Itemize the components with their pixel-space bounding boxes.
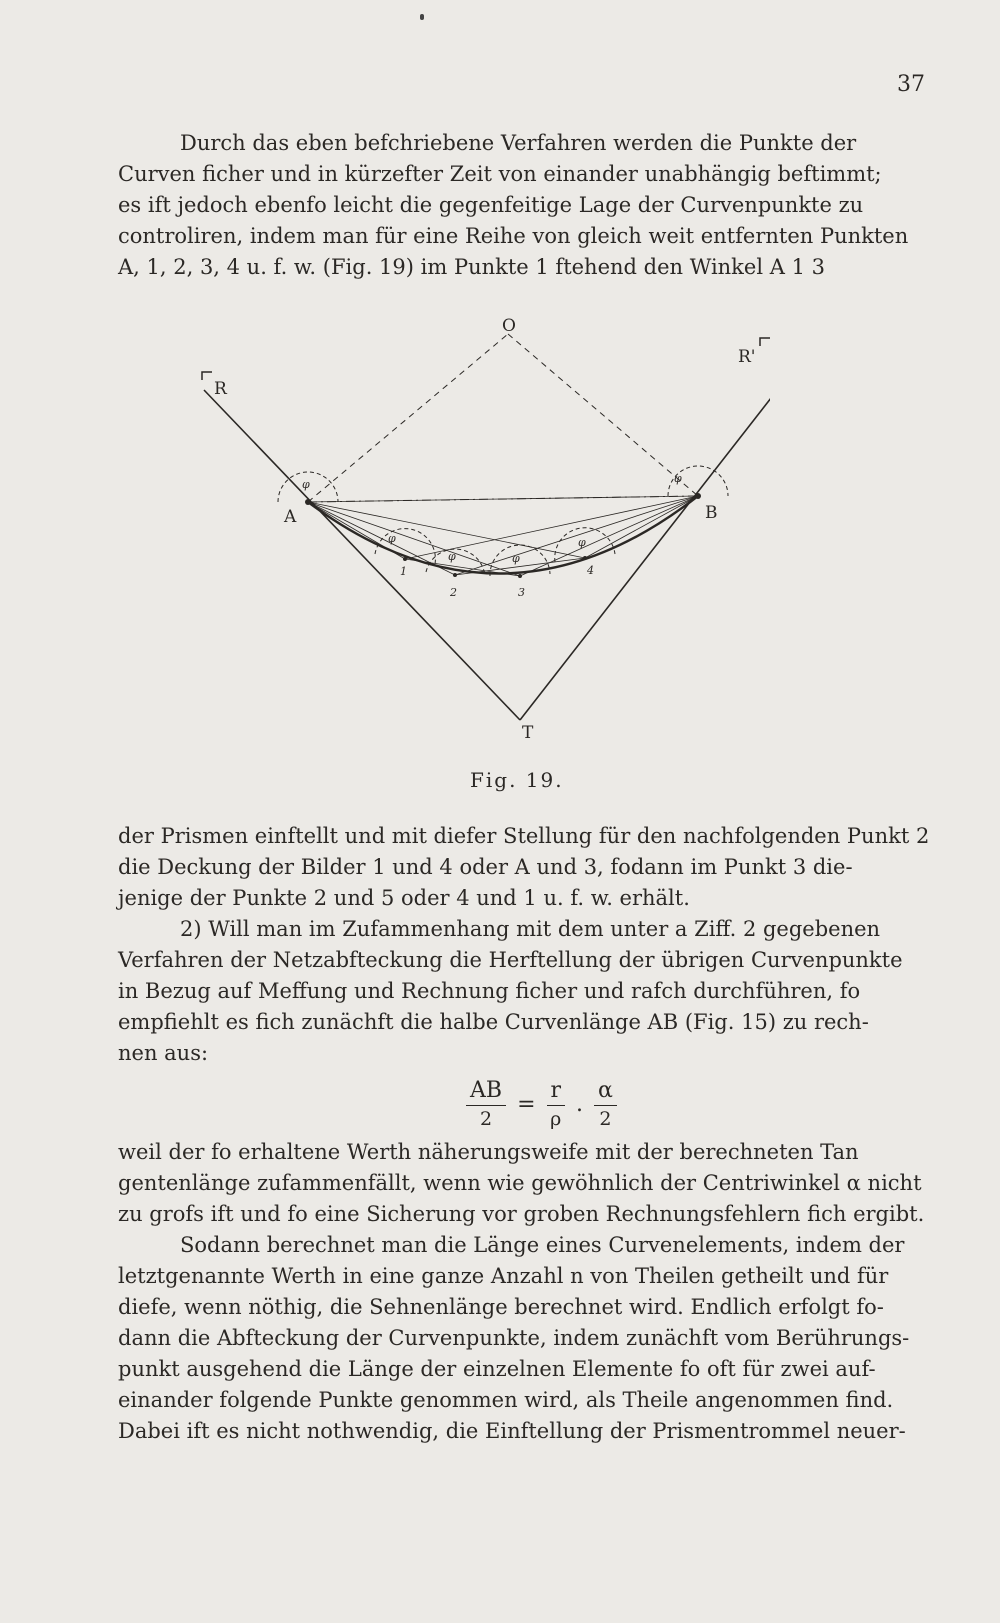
angle-label: φ bbox=[512, 552, 520, 565]
text-line: Sodann berechnet man die Länge eines Curvenelements, indem der bbox=[180, 1233, 905, 1257]
text-line: in Bezug auf Meffung und Rechnung ficher und rafch durchführen, fo bbox=[118, 979, 861, 1003]
text-line: nen aus: bbox=[118, 1041, 209, 1065]
text-line: die Deckung der Bilder 1 und 4 oder A und 3, fodann im Punkt 3 die- bbox=[118, 855, 853, 879]
chord bbox=[455, 496, 698, 575]
label-r: R bbox=[214, 379, 227, 399]
text-line: Verfahren der Netzabfteckung die Herftellung der übrigen Curvenpunkte bbox=[118, 948, 903, 972]
curve-arc bbox=[308, 496, 698, 574]
chord bbox=[520, 496, 698, 576]
point-b bbox=[695, 493, 701, 499]
text-line: dann die Abfteckung der Curvenpunkte, indem zunächft vom Berührungs- bbox=[118, 1326, 910, 1350]
point-a bbox=[305, 499, 311, 505]
text-line: weil der fo erhaltene Werth näherungsweife mit der berechneten Tan bbox=[118, 1140, 859, 1164]
text-line: controliren, indem man für eine Reihe von gleich weit entfernten Punkten bbox=[118, 224, 909, 248]
ink-speck bbox=[420, 14, 424, 20]
angle-label: φ bbox=[578, 536, 586, 549]
fraction-ab: $\frac{AB}{2}$ bbox=[466, 1077, 506, 1132]
point-3 bbox=[518, 574, 522, 578]
point-2 bbox=[453, 573, 457, 577]
label-point-3: 3 bbox=[518, 586, 525, 599]
fraction-alpha: $\frac{\alpha}{2}$ bbox=[594, 1077, 617, 1132]
text-line: letztgenannte Werth in eine ganze Anzahl n von Theilen getheilt und für bbox=[118, 1264, 889, 1288]
page-number: 37 bbox=[897, 72, 925, 97]
point-1 bbox=[403, 557, 407, 561]
text-line: Curven ficher und in kürzefter Zeit von einander unabhängig beftimmt; bbox=[118, 162, 882, 186]
dashed-line-ao bbox=[308, 334, 508, 502]
angle-label: φ bbox=[302, 478, 310, 491]
label-point-4: 4 bbox=[587, 564, 594, 577]
angle-label: φ bbox=[388, 532, 396, 545]
equals-sign: = bbox=[517, 1092, 536, 1117]
paragraph-2 bbox=[118, 821, 930, 1069]
paragraph-4 bbox=[118, 1137, 923, 1447]
text-line: diefe, wenn nöthig, die Sehnenlänge berechnet wird. Endlich erfolgt fo- bbox=[118, 1295, 884, 1319]
formula bbox=[462, 1077, 621, 1132]
label-t: T bbox=[522, 723, 534, 743]
label-b: B bbox=[705, 503, 718, 523]
tangent-line-right bbox=[520, 348, 770, 720]
figure-19-diagram bbox=[190, 318, 770, 788]
chord bbox=[308, 502, 455, 575]
label-o: O bbox=[502, 318, 516, 336]
point-4 bbox=[583, 556, 587, 560]
text-line: Dabei ift es nicht nothwendig, die Einftellung der Prismentrommel neuer- bbox=[118, 1419, 906, 1443]
text-line: Durch das eben befchriebene Verfahren werden die Punkte der bbox=[180, 131, 857, 155]
text-line: punkt ausgehend die Länge der einzelnen Elemente fo oft für zwei auf- bbox=[118, 1357, 876, 1381]
text-line: gentenlänge zufammenfällt, wenn wie gewöhnlich der Centriwinkel α nicht bbox=[118, 1171, 922, 1195]
angle-label: φ bbox=[448, 550, 456, 563]
text-line: jenige der Punkte 2 und 5 oder 4 und 1 u. f. w. erhält. bbox=[118, 886, 690, 910]
prism-icon-left bbox=[202, 372, 212, 380]
paragraph-1 bbox=[118, 128, 923, 283]
chord bbox=[405, 559, 520, 576]
label-a: A bbox=[284, 507, 297, 527]
chord bbox=[308, 496, 698, 502]
chord bbox=[308, 502, 520, 576]
multiply-dot: . bbox=[576, 1092, 584, 1117]
angle-label: φ bbox=[674, 472, 682, 485]
text-line: 2) Will man im Zufammenhang mit dem unter a Ziff. 2 gegebenen bbox=[180, 917, 881, 941]
fraction-r-rho: $\frac{r}{\rho}$ bbox=[547, 1077, 566, 1132]
text-line: zu grofs ift und fo eine Sicherung vor groben Rechnungsfehlern fich ergibt. bbox=[118, 1202, 925, 1226]
text-line: empfiehlt es fich zunächft die halbe Curvenlänge AB (Fig. 15) zu rech- bbox=[118, 1010, 869, 1034]
text-line: einander folgende Punkte genommen wird, als Theile angenommen find. bbox=[118, 1388, 894, 1412]
label-point-1: 1 bbox=[400, 565, 407, 578]
dashed-line-ob bbox=[508, 334, 698, 496]
text-line: A, 1, 2, 3, 4 u. f. w. (Fig. 19) im Punkte 1 ftehend den Winkel A 1 3 bbox=[118, 255, 825, 279]
prism-icon-right bbox=[760, 338, 770, 346]
label-r-prime: R' bbox=[738, 347, 756, 367]
text-line: es ift jedoch ebenfo leicht die gegenfeitige Lage der Curvenpunkte zu bbox=[118, 193, 864, 217]
text-line: der Prismen einftellt und mit diefer Stellung für den nachfolgenden Punkt 2 bbox=[118, 824, 930, 848]
label-point-2: 2 bbox=[450, 586, 457, 599]
figure-caption: Fig. 19. bbox=[470, 768, 564, 792]
